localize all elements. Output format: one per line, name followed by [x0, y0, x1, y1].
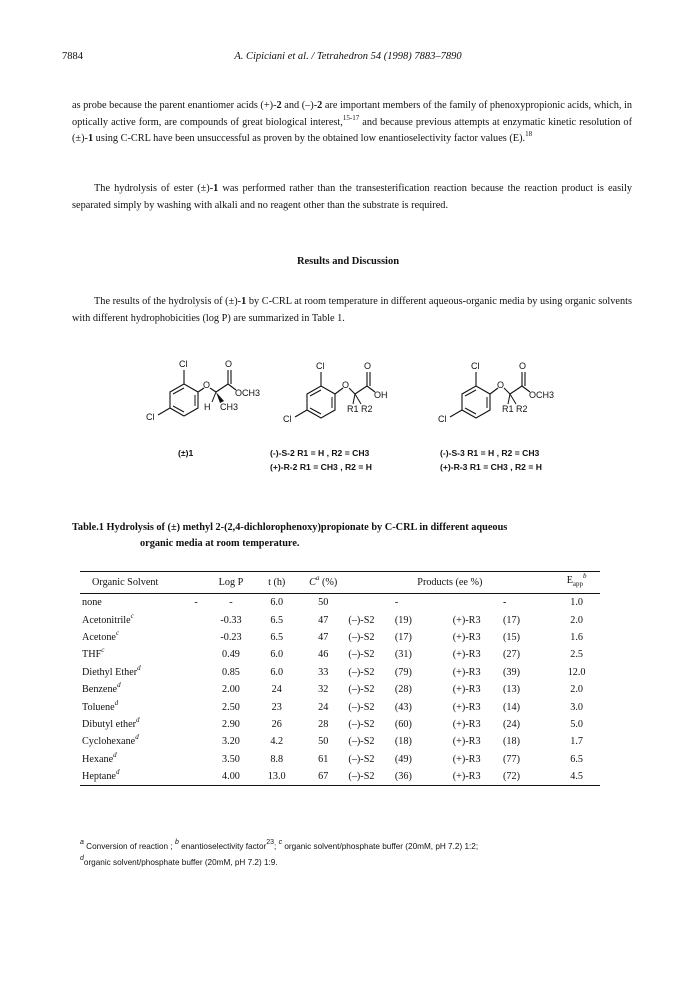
cell-time: 6.5	[270, 614, 284, 626]
cell-solvent: THF$^c$	[82, 646, 105, 661]
table-row	[80, 594, 600, 612]
cell-r3-label: (+)-R3	[452, 736, 481, 748]
svg-text:R1: R1	[502, 404, 514, 414]
cell-time: 6.0	[270, 597, 284, 609]
cell-extra	[184, 629, 209, 646]
cell-time: 8.8	[270, 753, 284, 765]
cell-conversion: 46	[318, 649, 329, 661]
structure-acid-2	[285, 352, 395, 447]
cell-eapp: 1.7	[570, 736, 583, 748]
header-time: t (h)	[253, 572, 300, 594]
cell-s2-ee: (18)	[394, 736, 412, 748]
cell-extra	[184, 646, 209, 663]
cell-logp: 2.50	[222, 701, 240, 713]
footnote-line-1: $^a$ Conversion of reaction ; $^b$ enantioselectivity factor$^{23}$; $^c$ organic solvent/phosphate buffer (20mM, pH 7.2) 1:2;	[80, 839, 479, 851]
cell-s2-ee: (49)	[394, 753, 412, 765]
cell-r3-ee: (77)	[503, 753, 520, 765]
cell-time: 13.0	[253, 768, 300, 786]
cell-s2-label: (–)-S2	[346, 768, 392, 786]
table-row	[80, 698, 600, 715]
cell-s2-label: (–)-S2	[348, 631, 375, 643]
reference-18: 18	[525, 130, 533, 138]
cell-eapp: 4.5	[553, 768, 600, 786]
cell-s2-label	[346, 594, 392, 612]
cell-r3-ee: (17)	[503, 614, 520, 626]
cell-r3-label	[451, 594, 501, 612]
svg-text:Cl: Cl	[316, 361, 325, 371]
cell-logp: 0.49	[222, 649, 240, 661]
cell-conversion: 61	[318, 753, 329, 765]
cell-r3-label: (+)-R3	[452, 649, 481, 661]
cell-s2-label: (–)-S2	[348, 753, 375, 765]
label-compound-r3: (+)-R-3 R1 = CH3 , R2 = H	[440, 462, 542, 472]
table-row	[80, 664, 600, 681]
results-table	[80, 571, 600, 786]
cell-solvent: Hexane$^d$	[82, 750, 117, 765]
svg-text:Cl: Cl	[438, 414, 447, 424]
cell-conversion: 28	[318, 718, 329, 730]
structure-ester-3	[440, 352, 560, 447]
cell-s2-label: (–)-S2	[348, 649, 375, 661]
structure-racemic-ester	[140, 352, 261, 447]
table-row	[80, 768, 600, 786]
reference-15-17: 15-17	[342, 113, 360, 122]
cell-r3-ee: (27)	[503, 649, 520, 661]
cell-conversion: 32	[318, 684, 329, 696]
label-compound-s2: (-)-S-2 R1 = H , R2 = CH3	[270, 448, 370, 458]
cell-extra	[184, 664, 209, 681]
cell-eapp: 5.0	[570, 718, 583, 730]
cell-extra: -	[194, 597, 198, 609]
table-row	[80, 646, 600, 663]
label-compound-r2: (+)-R-2 R1 = CH3 , R2 = H	[270, 462, 372, 472]
cell-r3-label: (+)-R3	[452, 684, 481, 696]
cell-s2-ee: -	[394, 597, 399, 609]
cell-r3-ee: (72)	[501, 768, 553, 786]
paragraph-1: as probe because the parent enantiomer acids (+)-2 and (–)-2 are important members of the family of phenoxypropionic acids, which, in optically active form, are compounds of great biological interest,$^{15-17}$ and because previous attempts at enzymatic kinetic resolution of (±)-1 using C-CRL have been unsuccessful as proven by the obtained low enantioselectivity factor values (E).$^{18}$	[72, 100, 633, 144]
svg-text:R2: R2	[361, 404, 373, 414]
cell-s2-ee: (31)	[394, 649, 412, 661]
cell-logp: 2.90	[222, 718, 240, 730]
cell-r3-label: (+)-R3	[452, 753, 481, 765]
section-heading: Results and Discussion	[296, 256, 400, 267]
cell-s2-ee: (28)	[394, 684, 412, 696]
cell-solvent: Diethyl Ether$^d$	[82, 663, 141, 678]
cell-s2-label: (–)-S2	[348, 614, 375, 626]
cell-extra	[184, 681, 209, 698]
cell-logp: 3.50	[222, 753, 240, 765]
cell-r3-label: (+)-R3	[452, 718, 481, 730]
cell-logp: -	[229, 597, 233, 609]
paragraph-2: The hydrolysis of ester (±)-1 was performed rather than the transesterification reaction because the reaction product is easily separated simply by washing with alkali and no reagent other than the substrate is required.	[72, 183, 632, 211]
cell-s2-ee: (60)	[394, 718, 412, 730]
cell-extra	[184, 611, 209, 628]
svg-text:O: O	[342, 380, 350, 390]
cell-extra	[184, 716, 209, 733]
cell-eapp: 6.5	[570, 753, 583, 765]
cell-s2-label: (–)-S2	[348, 701, 375, 713]
cell-r3-ee: (18)	[503, 736, 520, 748]
cell-conversion: 47	[318, 614, 329, 626]
cell-r3-label: (+)-R3	[452, 666, 481, 678]
cell-solvent: Benzene$^d$	[82, 681, 121, 696]
svg-text:OH: OH	[374, 390, 388, 400]
cell-time: 4.2	[270, 736, 284, 748]
cell-r3-ee: (24)	[503, 718, 520, 730]
cell-s2-label: (–)-S2	[348, 736, 375, 748]
cell-r3-label: (+)-R3	[451, 768, 501, 786]
svg-text:R1: R1	[347, 404, 359, 414]
cell-s2-ee: (36)	[393, 768, 451, 786]
cell-extra	[184, 733, 209, 750]
cell-r3-label: (+)-R3	[452, 631, 481, 643]
cell-conversion: 67	[300, 768, 346, 786]
label-compound-1: (±)1	[178, 448, 194, 458]
svg-text:Cl: Cl	[471, 361, 480, 371]
cell-solvent: Heptane$^d$	[80, 768, 184, 786]
running-header: A. Cipiciani et al. / Tetrahedron 54 (1998) 7883–7890	[234, 51, 462, 62]
cell-s2-ee: (19)	[394, 614, 412, 626]
cell-eapp: 2.0	[570, 614, 583, 626]
svg-text:O: O	[497, 380, 505, 390]
cell-r3-ee: -	[503, 597, 507, 609]
cell-eapp: 1.6	[570, 631, 583, 643]
header-products: Products (ee %)	[346, 572, 553, 594]
cell-solvent: none	[82, 597, 102, 609]
cell-time: 26	[271, 718, 282, 730]
cell-eapp: 2.5	[570, 649, 583, 661]
svg-text:O: O	[225, 359, 233, 369]
cell-logp: -0.23	[220, 631, 242, 643]
header-solvent: Organic Solvent	[80, 572, 184, 594]
cell-logp: 3.20	[222, 736, 240, 748]
table-row	[80, 751, 600, 768]
cell-time: 23	[271, 701, 282, 713]
cell-s2-ee: (79)	[394, 666, 412, 678]
svg-text:H: H	[204, 402, 211, 412]
cell-eapp: 1.0	[570, 597, 583, 609]
cell-eapp: 12.0	[567, 666, 586, 678]
cell-r3-label: (+)-R3	[452, 701, 481, 713]
header-logp: Log P	[209, 572, 254, 594]
page-number: 7884	[62, 51, 83, 62]
table-caption: Table.1 Hydrolysis of (±) methyl 2-(2,4-dichlorophenoxy)propionate by C-CRL in different aqueous organic media at room temperature.	[72, 522, 508, 549]
paragraph-3: The results of the hydrolysis of (±)-1 by C-CRL at room temperature in different aqueous-organic media by using organic solvents with different hydrophobicities (log P) are summarized in Table 1.	[72, 296, 632, 324]
cell-conversion: 50	[318, 736, 329, 748]
cell-logp: -0.33	[220, 614, 242, 626]
cell-extra	[184, 751, 209, 768]
table-body	[80, 594, 600, 786]
cell-eapp: 3.0	[570, 701, 583, 713]
svg-text:O: O	[519, 361, 527, 371]
svg-text:O: O	[364, 361, 372, 371]
cell-solvent: Acetonitrile$^c$	[82, 611, 134, 626]
cell-conversion: 47	[318, 631, 329, 643]
table-row	[80, 681, 600, 698]
svg-text:OCH3: OCH3	[235, 388, 261, 398]
cell-r3-label: (+)-R3	[452, 614, 481, 626]
svg-text:R2: R2	[516, 404, 528, 414]
cell-r3-ee: (13)	[503, 684, 520, 696]
svg-text:Cl: Cl	[146, 412, 155, 422]
cell-time: 24	[271, 684, 282, 696]
cell-time: 6.0	[270, 666, 284, 678]
table-row	[80, 629, 600, 646]
svg-text:Cl: Cl	[283, 414, 292, 424]
cell-logp: 4.00	[209, 768, 254, 786]
table-row	[80, 716, 600, 733]
cell-logp: 0.85	[222, 666, 240, 678]
cell-solvent: Toluene$^d$	[82, 698, 119, 713]
cell-time: 6.5	[270, 631, 284, 643]
cell-s2-label: (–)-S2	[348, 718, 375, 730]
footnote-line-2: $^d$organic solvent/phosphate buffer (20mM, pH 7.2) 1:9.	[80, 855, 278, 867]
cell-s2-label: (–)-S2	[348, 666, 375, 678]
label-compound-s3: (-)-S-3 R1 = H , R2 = CH3	[440, 448, 540, 458]
cell-s2-ee: (43)	[394, 701, 412, 713]
cell-logp: 2.00	[222, 684, 240, 696]
cell-eapp: 2.0	[570, 684, 583, 696]
table-header-row	[80, 572, 600, 594]
cell-s2-label: (–)-S2	[348, 684, 375, 696]
table-row	[80, 733, 600, 750]
cell-solvent: Dibutyl ether$^d$	[82, 715, 140, 730]
cell-r3-ee: (14)	[503, 701, 520, 713]
cell-conversion: 33	[318, 666, 329, 678]
cell-r3-ee: (15)	[503, 631, 520, 643]
svg-text:O: O	[203, 380, 211, 390]
svg-text:Cl: Cl	[179, 359, 188, 369]
cell-solvent: Acetone$^c$	[82, 628, 120, 643]
cell-solvent: Cyclohexane$^d$	[82, 733, 139, 748]
header-eapp: $E_{app}^b$	[553, 572, 600, 594]
svg-text:CH3: CH3	[220, 402, 239, 412]
cell-time: 6.0	[270, 649, 284, 661]
header-conversion: $C^a$ (%)	[300, 572, 346, 594]
table-row	[80, 611, 600, 628]
cell-r3-ee: (39)	[503, 666, 520, 678]
cell-conversion: 50	[318, 597, 329, 609]
cell-extra	[184, 768, 209, 786]
cell-s2-ee: (17)	[394, 631, 412, 643]
svg-text:OCH3: OCH3	[529, 390, 555, 400]
cell-conversion: 24	[318, 701, 329, 713]
cell-extra	[184, 698, 209, 715]
